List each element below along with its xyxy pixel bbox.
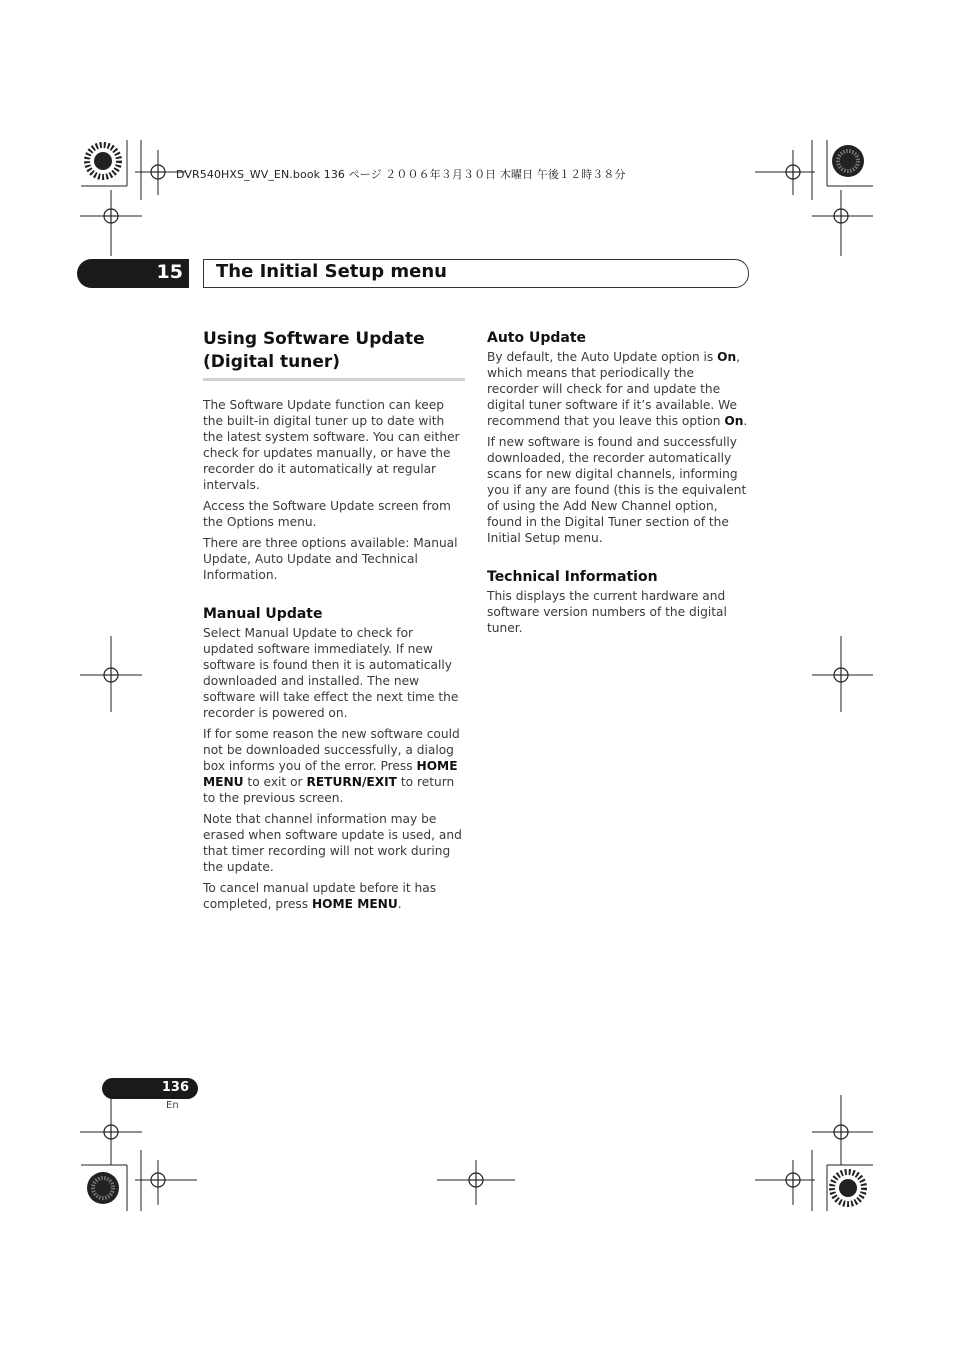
manual-update-paragraph-2: If for some reason the new software could not be downloaded successfully, a dialog box informs you of the error. Press HOME MENU to exit or RETURN/EXIT to return to the previous screen.	[203, 727, 460, 805]
page-number: 136	[161, 1080, 189, 1095]
page-number-badge	[102, 1078, 198, 1099]
print-header: DVR540HXS_WV_EN.book 136 ページ ２００６年３月３０日 木曜日 午後１２時３８分	[176, 168, 626, 181]
technical-information-heading: Technical Information	[487, 569, 658, 585]
section-title: Using Software Update (Digital tuner)	[203, 328, 465, 381]
intro-paragraph-2: Access the Software Update screen from the Options menu.	[203, 499, 451, 529]
intro-paragraph-3: There are three options available: Manual Update, Auto Update and Technical Information.	[203, 536, 458, 582]
chapter-title-box	[203, 259, 749, 288]
auto-update-paragraph-2: If new software is found and successfully downloaded, the recorder automatically scans for new digital channels, informing you if any are found (this is the equivalent of using the Add New Channel option, found in the Digital Tuner section of the Initial Setup menu.	[487, 435, 747, 545]
page-language: En	[166, 1100, 179, 1111]
auto-update-heading: Auto Update	[487, 330, 587, 346]
left-column	[203, 328, 465, 917]
right-column	[487, 329, 749, 641]
intro-paragraph-1: The Software Update function can keep the built-in digital tuner up to date with the latest system software. You can either check for updates manually, or have the recorder do it automatically at regular intervals.	[203, 398, 460, 492]
chapter-number: 15	[156, 261, 183, 283]
manual-update-paragraph-3: Note that channel information may be erased when software update is used, and that timer recording will not work during the update.	[203, 812, 462, 874]
auto-update-paragraph-1: By default, the Auto Update option is On, which means that periodically the recorder will check for and update the digital tuner software if it’s available. We recommend that you leave this option On.	[487, 350, 748, 428]
manual-update-paragraph-1: Select Manual Update to check for updated software immediately. If new software is found then it is automatically downloaded and installed. The new software will take effect the next time the recorder is powered on.	[203, 626, 459, 720]
chapter-title: The Initial Setup menu	[216, 261, 447, 282]
technical-information-paragraph: This displays the current hardware and software version numbers of the digital tuner.	[487, 589, 727, 635]
manual-update-paragraph-4: To cancel manual update before it has completed, press HOME MENU.	[203, 881, 437, 911]
chapter-badge	[77, 259, 189, 288]
manual-update-heading: Manual Update	[203, 606, 323, 622]
